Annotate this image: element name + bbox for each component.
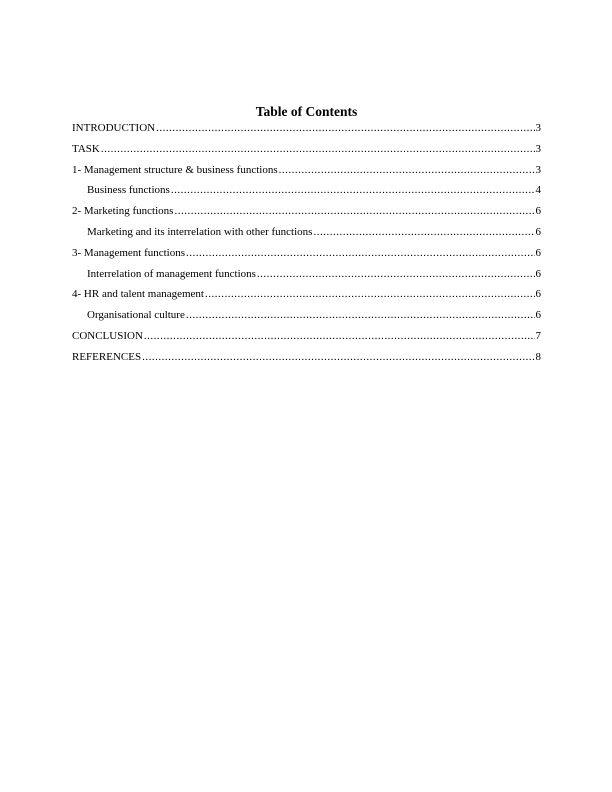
toc-dot-leader bbox=[186, 246, 534, 260]
toc-page-number: 3 bbox=[535, 163, 541, 176]
toc-page-number: 6 bbox=[535, 205, 541, 218]
toc-entry-task[interactable] bbox=[72, 142, 541, 163]
toc-entry-conclusion[interactable] bbox=[72, 329, 541, 350]
toc-dot-leader bbox=[279, 163, 535, 177]
toc-page-number: 7 bbox=[535, 329, 541, 342]
toc-page-number: 6 bbox=[535, 288, 541, 301]
toc-list bbox=[72, 121, 541, 371]
toc-entry-text: 4- HR and talent management bbox=[72, 288, 204, 301]
toc-entry-marketing-functions[interactable] bbox=[72, 204, 541, 225]
toc-entry-text: INTRODUCTION bbox=[72, 122, 156, 134]
toc-entry-references[interactable] bbox=[72, 350, 541, 371]
toc-dot-leader bbox=[313, 225, 534, 239]
toc-page-number: 3 bbox=[535, 142, 541, 155]
toc-entry-hr-talent[interactable] bbox=[72, 287, 541, 308]
toc-page-number: 6 bbox=[535, 267, 541, 280]
toc-entry-management-structure[interactable] bbox=[72, 163, 541, 184]
toc-dot-leader bbox=[257, 267, 535, 281]
toc-entry-marketing-interrelation[interactable] bbox=[72, 225, 541, 246]
toc-dot-leader bbox=[186, 308, 535, 322]
toc-entry-text: TASK bbox=[72, 142, 100, 155]
toc-entry-text: 3- Management functions bbox=[72, 246, 186, 259]
toc-page-number: 3 bbox=[535, 122, 541, 134]
toc-entry-management-functions[interactable] bbox=[72, 246, 541, 267]
toc-page-number: 8 bbox=[535, 350, 541, 363]
toc-dot-leader bbox=[144, 329, 535, 343]
toc-entry-text: 2- Marketing functions bbox=[72, 205, 174, 218]
toc-dot-leader bbox=[156, 121, 534, 135]
toc-dot-leader bbox=[101, 142, 535, 156]
toc-entry-organisational-culture[interactable] bbox=[72, 308, 541, 329]
toc-dot-leader bbox=[174, 204, 534, 218]
toc-entry-text: CONCLUSION bbox=[72, 329, 143, 342]
toc-entry-text: Marketing and its interrelation with other functions bbox=[87, 225, 313, 238]
toc-dot-leader bbox=[142, 350, 534, 364]
toc-page-number: 6 bbox=[535, 246, 541, 259]
toc-entry-text: REFERENCES bbox=[72, 350, 142, 363]
toc-page-number: 6 bbox=[535, 309, 541, 322]
toc-entry-management-interrelation[interactable] bbox=[72, 267, 541, 288]
toc-entry-text: Organisational culture bbox=[87, 309, 185, 322]
toc-dot-leader bbox=[205, 287, 535, 301]
toc-entry-text: Interrelation of management functions bbox=[87, 267, 256, 280]
toc-entry-introduction[interactable] bbox=[72, 121, 541, 142]
toc-page-number: 4 bbox=[535, 184, 541, 197]
toc-page-number: 6 bbox=[535, 225, 541, 238]
toc-dot-leader bbox=[171, 183, 535, 197]
toc-title: Table of Contents bbox=[255, 104, 358, 119]
toc-entry-business-functions[interactable] bbox=[72, 183, 541, 204]
toc-entry-text: Business functions bbox=[87, 184, 170, 197]
toc-entry-text: 1- Management structure & business functions bbox=[72, 163, 278, 176]
